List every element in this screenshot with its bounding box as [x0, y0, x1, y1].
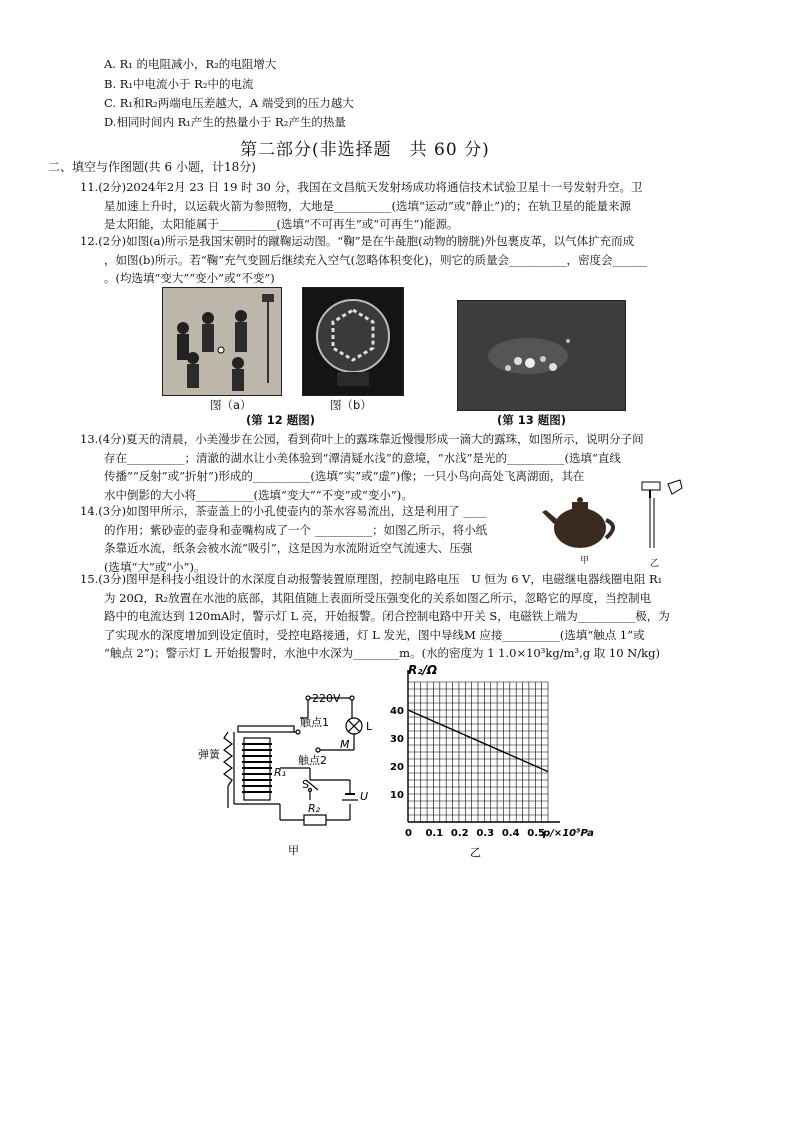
contact2-label: 触点2 [298, 754, 327, 767]
question-15: 15.(3分)图甲是科技小组设计的水深度自动报警装置原理图，控制电路电压 U 恒为 6 V，电磁继电器线圈电阻 R₁ 为 20Ω，R₂放置在水池的底部，其阻值随上表面所受压强变化的关系如图乙所示，忽略它的厚度，当控制电 路中的电流达到 120mA时，警示灯 L 亮，开始报警。闭合控制电路中开关 S，电磁铁上端为__________极，为 了实现水的深度增加到设定值时，受控电路接通，灯 L 发光，图中导线M 应接__________(选填“触点 1”或 “触点 2”)；警示灯 L 开始报警时，水池中水深为________m。(水的密度为 1 1.0×10³kg/m³,g 取 10 N/kg) [80, 572, 670, 660]
fig13-caption: (第 13 题图) [497, 413, 567, 427]
question-11: 11.(2分)2024年2月 23 日 19 时 30 分，我国在文昌航天发射场成功将通信技术试验卫星十一号发射升空。卫 星加速上升时，以运载火箭为参照物，大地是__________(选填“运动”或“静止”)的；在轨卫星的能量来源 是太阳能，太阳能属于__________(选填“不可再生”或“可再生”)能源。 [80, 180, 643, 231]
source-label: U [360, 790, 369, 803]
x-tick-label: 0 [405, 828, 412, 839]
cuju-figures-icon [163, 288, 281, 395]
y-tick-label: 30 [390, 734, 404, 745]
faucet-image [628, 478, 688, 558]
chart-caption: 乙 [470, 846, 481, 859]
x-tick-label: 0.2 [450, 828, 469, 839]
question-13: 13.(4分)夏天的清晨，小美漫步在公园，看到荷叶上的露珠靠近慢慢形成一滴大的露珠，如图所示，说明分子间 存在__________；清澈的湖水让小美体验到“潭清疑水浅”的意境，“水浅”是光的__________(选填“直线 传播”“反射”或“折射”)形成的__________(选填“实”或“虚”)像；一只小鸟向高处飞离湖面，其在 水中倒影的大小将__________(选填“变大”“不变”或“变小”)。 [80, 432, 644, 502]
chart-xlabel: p/×10⁵Pa [543, 828, 594, 839]
contact1-label: 触点1 [300, 716, 329, 729]
alarm-circuit-diagram [190, 688, 390, 868]
option-d: D.相同时间内 R₁产生的热量小于 R₂产生的热量 [104, 115, 346, 129]
fig-b-label: 图（b） [330, 398, 372, 412]
fig-jia-label: 甲 [580, 556, 590, 566]
r2-label: R₂ [308, 802, 321, 815]
y-tick-label: 20 [390, 762, 404, 773]
leather-ball-image [302, 287, 404, 396]
option-c: C. R₁和R₂两端电压差越大，A 端受到的压力越大 [104, 96, 354, 110]
teapot-image [540, 490, 620, 552]
teapot-icon [540, 490, 620, 552]
question-12: 12.(2分)如图(a)所示是我国宋朝时的蹴鞠运动图。“鞠”是在牛彘胞(动物的膀胱)外包裹皮革，以气体扩充而成 ，如图(b)所示。若“鞠”充气变圆后继续充入空气(忽略体积变化)，则它的质量会__________，密度会______ 。(均选填“变大”“变小”或“不变”) [80, 234, 648, 285]
dewdrops-image [457, 300, 626, 411]
option-a: A. R₁ 的电阻减小，R₂的电阻增大 [104, 57, 277, 71]
option-b: B. R₁中电流小于 R₂中的电流 [104, 77, 254, 91]
r2-pressure-chart [380, 660, 605, 870]
cuju-painting-image [162, 287, 282, 396]
switch-label: S [302, 778, 309, 791]
spring-label: 弹簧 [198, 748, 220, 761]
question-14: 14.(3分)如图甲所示，茶壶盖上的小孔使壶内的茶水容易流出，这是利用了 ____ 的作用；紫砂壶的壶身和壶嘴构成了一个 __________；如图乙所示，将小纸 条靠近水流，纸条会被水流“吸引”，这是因为水流附近空气流速大、压强 (选填“大”或“小”)。 [80, 504, 488, 574]
lotus-leaf-dew-icon [458, 301, 625, 410]
fig12-caption: (第 12 题图) [246, 413, 316, 427]
r1-label: R₁ [274, 766, 287, 779]
fig-yi-label: 乙 [650, 559, 660, 569]
lamp-label: L [366, 720, 373, 733]
voltage-label: 220V [312, 692, 341, 705]
x-tick-label: 0.5 [527, 828, 545, 839]
x-tick-label: 0.3 [476, 828, 495, 839]
y-tick-label: 10 [390, 790, 404, 801]
faucet-water-icon [628, 478, 688, 558]
circuit-caption: 甲 [288, 844, 299, 857]
chart-ylabel: R₂/Ω [408, 663, 438, 677]
y-tick-label: 40 [390, 706, 404, 717]
x-tick-label: 0.1 [425, 828, 444, 839]
section2-heading: 二、填空与作图题(共 6 小题，计18分) [48, 160, 256, 174]
wire-m-label: M [340, 738, 350, 751]
x-tick-label: 0.4 [501, 828, 520, 839]
cuju-ball-icon [303, 288, 403, 395]
fig-a-label: 图（a） [210, 398, 252, 412]
part2-title: 第二部分(非选择题 共 60 分) [240, 140, 490, 160]
